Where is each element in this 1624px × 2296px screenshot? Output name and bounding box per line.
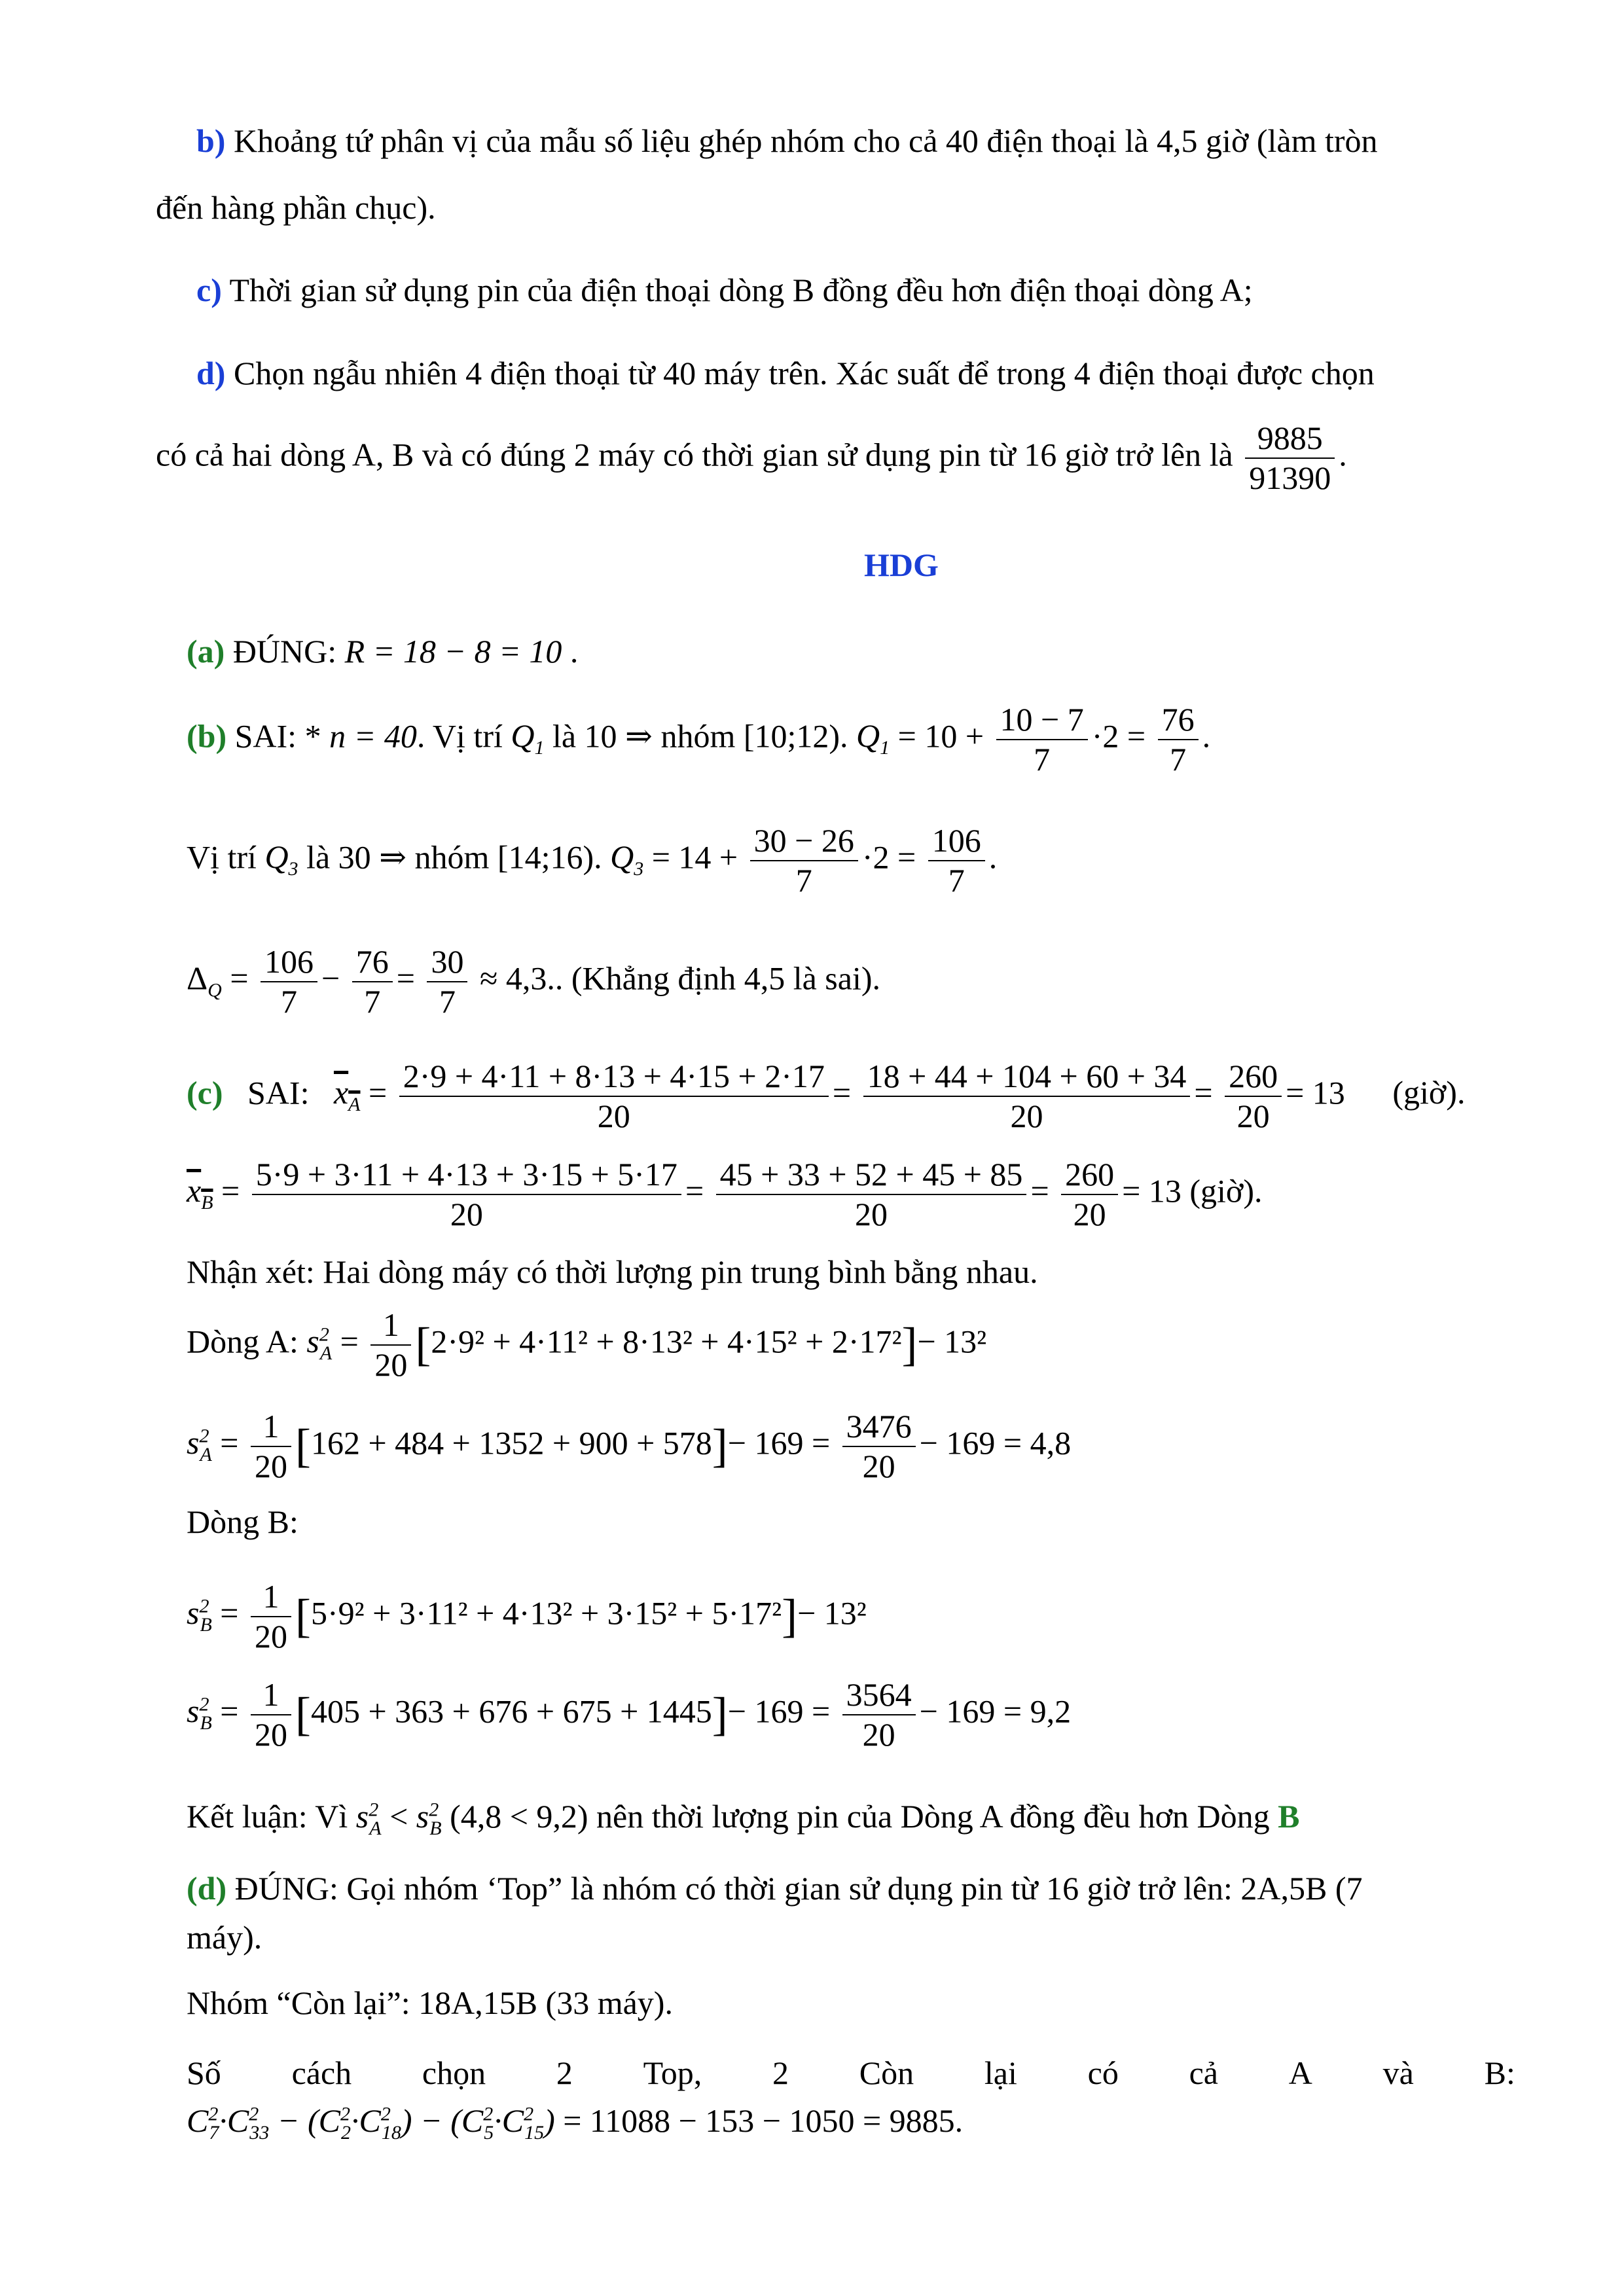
- mean-b-frac-1: [252, 1155, 681, 1234]
- mean-b-frac-2: [716, 1155, 1027, 1234]
- sol-b-verdict: SAI: *: [234, 717, 321, 755]
- s2a-symbol-2: $s^2_A$: [187, 1424, 212, 1466]
- word: Số: [187, 2054, 221, 2091]
- frac-den: 20: [450, 1196, 483, 1232]
- frac-den: 7: [1034, 741, 1051, 778]
- frac-den: 20: [1010, 1098, 1043, 1134]
- frac-num: 1: [370, 1306, 411, 1346]
- frac-num: 106: [261, 942, 317, 982]
- var-b2-frac: [251, 1676, 291, 1754]
- dq-frac-1: [261, 942, 317, 1021]
- frac-num: 10 − 7: [996, 700, 1088, 740]
- frac-den: 91390: [1249, 459, 1331, 496]
- label-b: b): [196, 122, 226, 159]
- frac-num: 106: [928, 821, 985, 861]
- frac-num: 3564: [842, 1676, 916, 1715]
- statement-b-text: Khoảng tứ phân vị của mẫu số liệu ghép nhóm cho cả 40 điện thoại là 4,5 giờ (làm tròn: [233, 122, 1378, 159]
- variance-b-line: $s^2_B$ = $\frac{1}{20}$ [5·9² + 3·11² + 4·13² + 3·15² + 5·17²]− 13²: [187, 1578, 867, 1655]
- frac-den: 7: [281, 983, 298, 1020]
- word: và: [1382, 2054, 1414, 2091]
- frac-den: 20: [1073, 1196, 1106, 1232]
- q3-symbol-2: $Q_3$: [610, 838, 644, 880]
- so-cach-line: [187, 2056, 1515, 2089]
- dong-a-label: Dòng A:: [187, 1323, 298, 1360]
- var-a-tail: − 13²: [917, 1323, 987, 1360]
- mean-b-line: $x_B$ = $\frac{5\cdot 9 + 3\cdot 11 + 4\cdot 13 + 3\cdot 15 + 5\cdot 17}{20}$ = $\frac{45 + 33 + 52 + 45 + 85}{20}$ = $\frac{260}{20}$ = 13 (giờ).: [187, 1156, 1263, 1232]
- q3-frac-2: [928, 821, 985, 900]
- mean-a-frac-3: [1225, 1057, 1282, 1136]
- frac-num: 2·9 + 4·11 + 8·13 + 4·15 + 2·17: [399, 1057, 829, 1097]
- s2b-symbol-2: $s^2_B$: [187, 1693, 212, 1734]
- word: có: [1087, 2054, 1119, 2091]
- frac-den: 7: [795, 862, 812, 899]
- statement-b: [196, 124, 1525, 157]
- var-a-frac: [370, 1306, 411, 1384]
- statement-b-line2: đến hàng phần chục).: [156, 189, 436, 226]
- frac-den: 20: [597, 1098, 630, 1134]
- frac-num: 1: [251, 1676, 291, 1715]
- q3-frac-1: [750, 821, 858, 900]
- word: Top,: [643, 2054, 702, 2091]
- probability-fraction: [1245, 419, 1335, 497]
- q1-eq: = 10 +: [897, 717, 984, 755]
- s2b-symbol: $s^2_B$: [187, 1594, 212, 1636]
- frac-num: 1: [251, 1577, 291, 1617]
- variance-a-value-line: $s^2_A$ = $\frac{1}{20}$ [162 + 484 + 1352 + 900 + 578]− 169 = $\frac{3476}{20}$ − 169 = 4,8: [187, 1408, 1072, 1484]
- mean-b-frac-3: [1061, 1155, 1118, 1234]
- conclusion-pre: Kết luận: Vì: [187, 1798, 348, 1835]
- q3-line: Vị trí $Q_3$ là 30 ⇒ nhóm [14;16). $Q_3 = 14$ + $\frac{30 - 26}{7}$ ·2 = $\frac{106}{7}$ .: [187, 822, 998, 899]
- frac-num: 9885: [1245, 419, 1335, 459]
- var-b2-frac-2: [842, 1676, 916, 1754]
- q3-symbol: $Q_3$: [264, 838, 298, 880]
- sol-b-n: n = 40: [329, 717, 417, 755]
- word: A: [1288, 2054, 1312, 2091]
- frac-num: 260: [1061, 1155, 1118, 1195]
- word: lại: [984, 2054, 1017, 2091]
- var-a2-frac-2: [842, 1407, 916, 1486]
- frac-num: 30: [427, 942, 467, 982]
- frac-num: 18 + 44 + 104 + 60 + 34: [863, 1057, 1191, 1097]
- frac-den: 7: [439, 983, 456, 1020]
- var-b-tail: − 13²: [797, 1594, 867, 1632]
- word: chọn: [422, 2054, 486, 2091]
- mean-a-frac-2: [863, 1057, 1191, 1136]
- frac-den: 7: [948, 862, 965, 899]
- frac-den: 20: [862, 1448, 895, 1484]
- word: cả: [1189, 2054, 1218, 2091]
- frac-den: 20: [374, 1346, 408, 1383]
- label-sol-d: (d): [187, 1870, 227, 1907]
- var-b-bracket: 5·9² + 3·11² + 4·13² + 3·15² + 5·17²: [310, 1594, 782, 1632]
- word: B:: [1484, 2054, 1515, 2091]
- var-a2-mid: − 169 =: [727, 1424, 831, 1462]
- conclusion-b: B: [1278, 1798, 1300, 1835]
- frac-den: 20: [1236, 1098, 1270, 1134]
- solution-a: (a) ĐÚNG: R = 18 − 8 = 10 .: [187, 633, 579, 670]
- word: cách: [291, 2054, 352, 2091]
- frac-num: 3476: [842, 1407, 916, 1447]
- solution-c: (c) SAI: $x_A$ = $\frac{2\cdot 9 + 4\cdot 11 + 8\cdot 13 + 4\cdot 15 + 2\cdot 17}{20}$ = $\frac{18 + 44 + 104 + 60 + 34}{20}$ = $\frac{260}{20}$ = 13 (giờ).: [187, 1058, 1466, 1134]
- hdg-heading: HDG: [864, 547, 939, 583]
- frac-num: 45 + 33 + 52 + 45 + 85: [716, 1155, 1027, 1195]
- dq-frac-3: [427, 942, 467, 1021]
- delta-q-line: $\Delta_Q$ = $\frac{106}{7}$ − $\frac{76}{7}$ = $\frac{30}{7}$ ≈ 4,3.. (Khẳng định 4,5 là sai).: [187, 943, 880, 1020]
- mean-b-symbol: $x_B$: [187, 1172, 213, 1214]
- solution-d: [187, 1872, 1515, 1905]
- sol-a-verdict: ĐÚNG:: [232, 633, 337, 670]
- frac-num: 1: [251, 1407, 291, 1447]
- statement-d: [196, 357, 1375, 389]
- combo-result: = 11088 − 153 − 1050 = 9885.: [563, 2102, 964, 2139]
- var-b-frac: [251, 1577, 291, 1656]
- frac-num: 30 − 26: [750, 821, 858, 861]
- sol-d-text2: máy).: [187, 1919, 262, 1956]
- combo-expr: $C^2_7\cdot C^2_{33} - (C^2_2\cdot C^2_{18}) - (C^2_5\cdot C^2_{15})$: [187, 2102, 555, 2144]
- frac-den: 20: [255, 1448, 287, 1484]
- s2a-symbol: $s^2_A$: [306, 1323, 333, 1365]
- q3-group: là 30 ⇒ nhóm [14;16).: [306, 838, 602, 876]
- frac-den: 20: [255, 1618, 287, 1655]
- q3-pre: Vị trí: [187, 838, 257, 876]
- sol-b-pos: . Vị trí: [416, 717, 503, 755]
- word: 2: [556, 2054, 573, 2091]
- var-a-bracket: 2·9² + 4·11² + 8·13² + 4·15² + 2·17²: [431, 1323, 902, 1360]
- statement-d-text: Chọn ngẫu nhiên 4 điện thoại từ 40 máy trên. Xác suất để trong 4 điện thoại được chọn: [233, 355, 1375, 391]
- variance-a-line: Dòng A: $s^2_A$ = $\frac{1}{20}$ [2·9² + 4·11² + 8·13² + 4·15² + 2·17²]− 13²: [187, 1306, 987, 1383]
- statement-c-text: Thời gian sử dụng pin của điện thoại dòng B đồng đều hơn điện thoại dòng A;: [229, 272, 1253, 308]
- frac-den: 7: [364, 983, 381, 1020]
- mean-a-tail: = 13: [1286, 1074, 1345, 1111]
- dq-frac-2: [352, 942, 393, 1021]
- combination-line: [187, 2104, 963, 2143]
- sol-a-formula: R = 18 − 8 = 10: [344, 633, 562, 670]
- statement-d-text2: có cả hai dòng A, B và có đúng 2 máy có thời gian sử dụng pin từ 16 giờ trở lên là: [156, 436, 1233, 473]
- q1-symbol: $Q_1$: [511, 717, 545, 759]
- mean-a-frac-1: [399, 1057, 829, 1136]
- frac-den: 20: [855, 1196, 888, 1232]
- label-sol-a: (a): [187, 633, 225, 670]
- sol-d-text: ĐÚNG: Gọi nhóm ‘Top” là nhóm có thời gian sử dụng pin từ 16 giờ trở lên: 2A,5B (7: [234, 1870, 1363, 1907]
- statement-d-line2: có cả hai dòng A, B và có đúng 2 máy có thời gian sử dụng pin từ 16 giờ trở lên là $\frac{9885}{91390}$ .: [156, 420, 1347, 496]
- frac-den: 20: [862, 1716, 895, 1753]
- sol-b-group: là 10 ⇒ nhóm [10;12).: [552, 717, 848, 755]
- frac-num: 76: [1158, 700, 1199, 740]
- dong-b-label: Dòng B:: [187, 1503, 298, 1540]
- label-sol-b: (b): [187, 717, 227, 755]
- q1-symbol-2: $Q_1$: [856, 717, 890, 759]
- word: 2: [772, 2054, 789, 2091]
- solution-b: (b) SAI: * n = 40. Vị trí $Q_1$ là 10 ⇒ nhóm [10;12). $Q_1 = 10$ + $\frac{10 - 7}{7}$ ·2 = $\frac{76}{7}$ .: [187, 701, 1211, 778]
- var-a2-frac: [251, 1407, 291, 1486]
- word: Còn: [859, 2054, 914, 2091]
- label-sol-c: (c): [187, 1074, 223, 1111]
- frac-num: 260: [1225, 1057, 1282, 1097]
- sol-c-verdict: SAI:: [247, 1074, 310, 1111]
- nhan-xet: Nhận xét: Hai dòng máy có thời lượng pin trung bình bằng nhau.: [187, 1253, 1038, 1290]
- dq-tail: ≈ 4,3.. (Khẳng định 4,5 là sai).: [479, 960, 880, 997]
- variance-b-value-line: $s^2_B$ = $\frac{1}{20}$ [405 + 363 + 676 + 675 + 1445]− 169 = $\frac{3564}{20}$ − 169 = 9,2: [187, 1676, 1072, 1753]
- var-a2-bracket: 162 + 484 + 1352 + 900 + 578: [310, 1424, 712, 1462]
- var-b2-tail: − 169 = 9,2: [919, 1693, 1072, 1730]
- q3-eq: = 14 +: [651, 838, 738, 876]
- var-b2-bracket: 405 + 363 + 676 + 675 + 1445: [310, 1693, 712, 1730]
- statement-c: [196, 274, 1253, 306]
- q1-frac-2: [1158, 700, 1199, 779]
- con-lai: Nhóm “Còn lại”: 18A,15B (33 máy).: [187, 1984, 673, 2021]
- var-b2-mid: − 169 =: [727, 1693, 831, 1730]
- conclusion-mid: (4,8 < 9,2) nên thời lượng pin của Dòng A đồng đều hơn Dòng: [450, 1798, 1270, 1835]
- mean-a-symbol: $x_A$: [333, 1074, 361, 1116]
- label-d: d): [196, 355, 226, 391]
- frac-den: 7: [1170, 741, 1187, 778]
- s2b-cmp: $s^2_B$: [416, 1798, 442, 1839]
- mean-a-unit: (giờ).: [1392, 1074, 1466, 1111]
- label-c: c): [196, 272, 222, 308]
- frac-den: 20: [255, 1716, 287, 1753]
- s2a-cmp: $s^2_A$: [355, 1798, 382, 1839]
- conclusion: Kết luận: Vì $s^2_A < s^2_B$ (4,8 < 9,2) nên thời lượng pin của Dòng A đồng đều hơn Dòng B: [187, 1798, 1300, 1839]
- var-a2-tail: − 169 = 4,8: [919, 1424, 1072, 1462]
- mean-b-tail: = 13 (giờ).: [1122, 1172, 1263, 1210]
- frac-num: 76: [352, 942, 393, 982]
- frac-num: 5·9 + 3·11 + 4·13 + 3·15 + 5·17: [252, 1155, 681, 1195]
- q1-frac-1: [996, 700, 1088, 779]
